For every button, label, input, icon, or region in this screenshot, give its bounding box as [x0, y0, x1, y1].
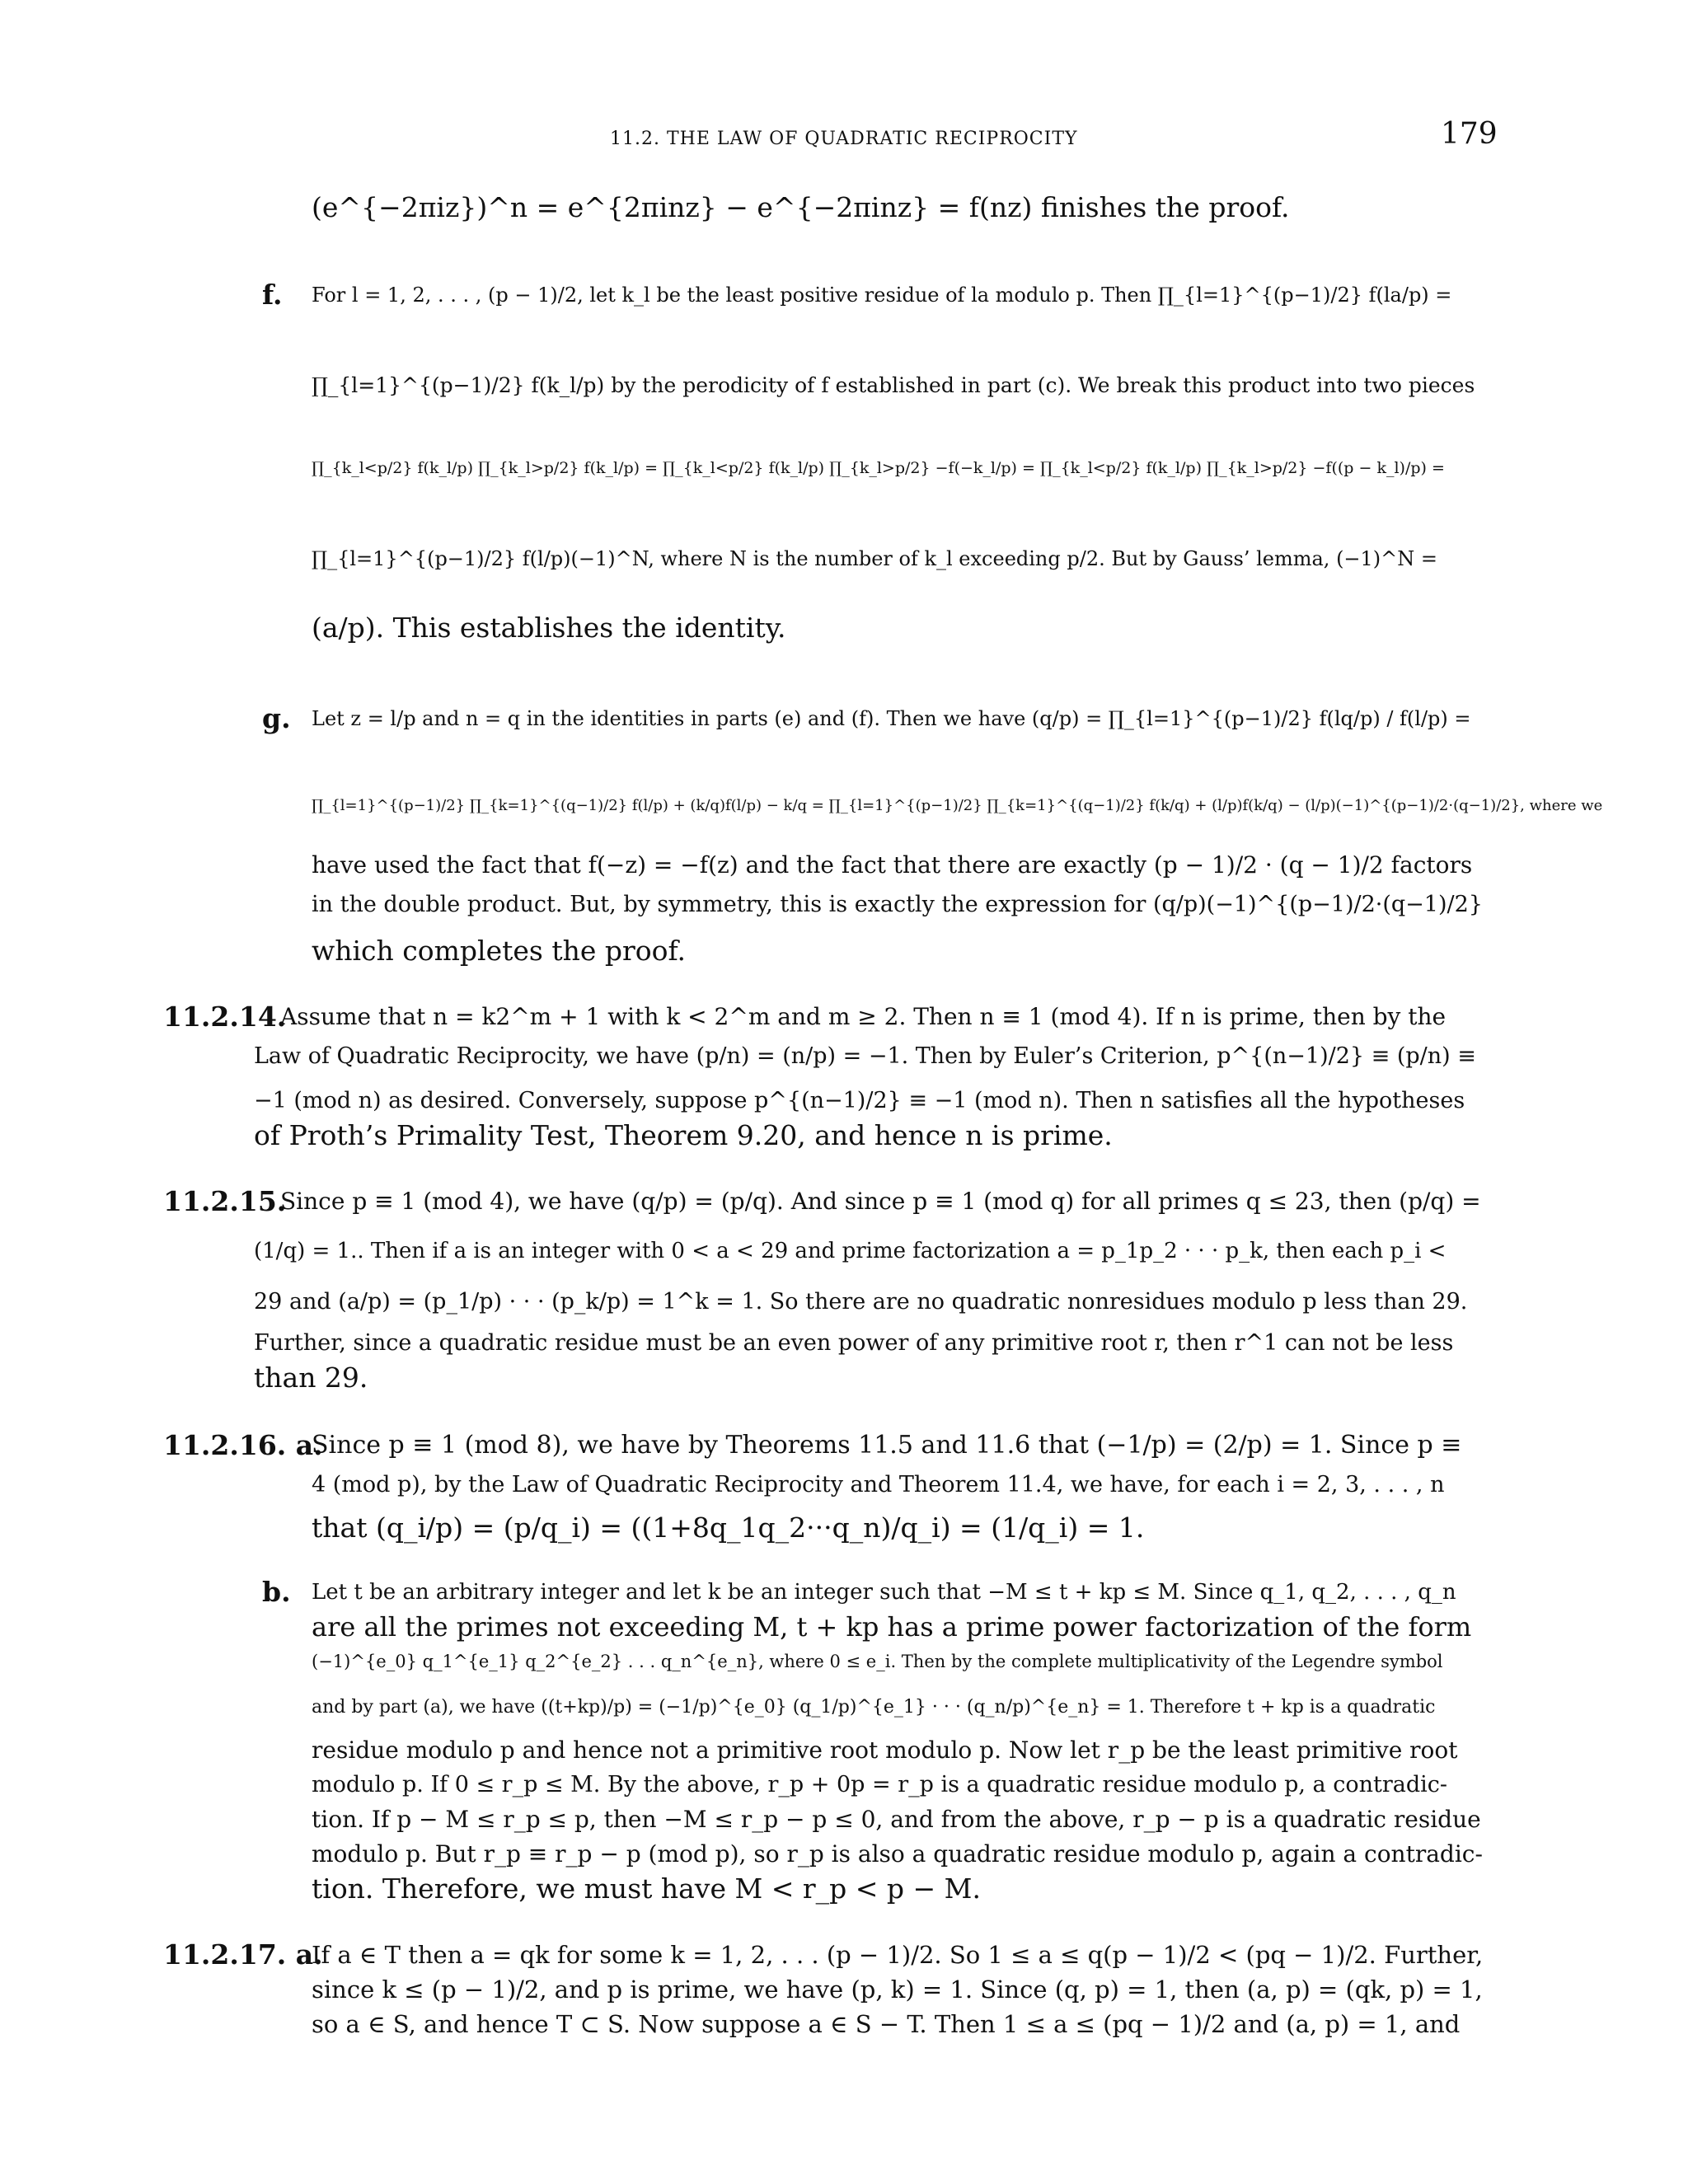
line-text: Assume that n = k2^m + 1 with k < 2^m and m ≥ 2. Then n ≡ 1 (mod 4). If n is prime, then by the — [280, 1003, 1447, 1030]
line-text: Since p ≡ 1 (mod 8), we have by Theorems 11.5 and 11.6 that (−1/p) = (2/p) = 1. Since p ≡ — [312, 1431, 1462, 1460]
line-text: (e^{−2πiz})^n = e^{2πinz} − e^{−2πinz} = f(nz) finishes the proof. — [312, 191, 1290, 223]
line-text: Let t be an arbitrary integer and let k be an integer such that −M ≤ t + kp ≤ M. Since q_1, q_2, . . . , q_n — [312, 1580, 1456, 1605]
text-line — [312, 1691, 1484, 1724]
text-line — [312, 1645, 1484, 1678]
line-text: (a/p). This establishes the identity. — [312, 612, 786, 644]
line-text: tion. If p − M ≤ r_p ≤ p, then −M ≤ r_p − p ≤ 0, and from the above, r_p − p is a quadratic residue — [312, 1806, 1481, 1833]
exercise-label-text: 11.2.17. a. — [163, 1938, 323, 1971]
line-text: since k ≤ (p − 1)/2, and p is prime, we have (p, k) = 1. Since (q, p) = 1, then (a, p) = (qk, p) = 1, — [312, 1975, 1483, 2004]
exercise-label — [163, 1938, 323, 1971]
text-line — [312, 702, 1484, 735]
part-label-text: g. — [262, 702, 291, 734]
line-text: of Proth’s Primality Test, Theorem 9.20, and hence n is prime. — [254, 1119, 1113, 1151]
line-text: (1/q) = 1.. Then if a is an integer with 0 < a < 29 and prime factorization a = p_1p_2 · · · p_k, then each p_i < — [254, 1239, 1447, 1263]
part-label-text: f. — [262, 279, 283, 311]
text-line — [312, 1511, 1484, 1544]
line-text: 29 and (a/p) = (p_1/p) · · · (p_k/p) = 1^k = 1. So there are no quadratic nonresidues modulo p less than 29. — [254, 1289, 1468, 1315]
text-line — [312, 1803, 1484, 1836]
text-line — [312, 1610, 1484, 1643]
line-text: that (q_i/p) = (p/q_i) = ((1+8q_1q_2···q_n)/q_i) = (1/q_i) = 1. — [312, 1511, 1145, 1544]
text-line — [312, 2008, 1484, 2041]
line-text: ∏_{l=1}^{(p−1)/2} ∏_{k=1}^{(q−1)/2} f(l/p) + (k/q)f(l/p) − k/q = ∏_{l=1}^{(p−1)/2} ∏_{k=1}^{(q−1)/2} f(k/q) + (l/p)f(k/q) − (l/p)(−1)^{(p−1)/2·(q−1)/2}, where we — [312, 797, 1603, 814]
line-text: which completes the proof. — [312, 935, 687, 967]
line-text: −1 (mod n) as desired. Conversely, suppose p^{(n−1)/2} ≡ −1 (mod n). Then n satisfies all the hypotheses — [254, 1088, 1465, 1113]
text-line — [312, 1938, 1484, 1971]
line-text: than 29. — [254, 1361, 368, 1394]
text-line — [254, 1235, 1484, 1268]
text-line — [312, 935, 1484, 968]
part-label — [262, 702, 291, 735]
text-line — [254, 1361, 1484, 1394]
text-line — [312, 1872, 1484, 1905]
text-line — [254, 1040, 1484, 1073]
exercise-label-text: 11.2.16. a. — [163, 1429, 323, 1461]
text-line — [312, 279, 1484, 312]
exercise-label-text: 11.2.14. — [163, 1001, 287, 1033]
line-text: modulo p. If 0 ≤ r_p ≤ M. By the above, r_p + 0p = r_p is a quadratic residue modulo p, a contradic- — [312, 1772, 1447, 1797]
line-text: Since p ≡ 1 (mod 4), we have (q/p) = (p/q). And since p ≡ 1 (mod q) for all primes q ≤ 23, then (p/q) = — [280, 1188, 1481, 1215]
line-text: ∏_{k_l<p/2} f(k_l/p) ∏_{k_l>p/2} f(k_l/p) = ∏_{k_l<p/2} f(k_l/p) ∏_{k_l>p/2} −f(−k_l/p) = ∏_{k_l<p/2} f(k_l/p) ∏_{k_l>p/2} −f((p − k_l)/p) = — [312, 459, 1445, 477]
line-text: modulo p. But r_p ≡ r_p − p (mod p), so r_p is also a quadratic residue modulo p, again a contradic- — [312, 1840, 1483, 1868]
line-text: ∏_{l=1}^{(p−1)/2} f(k_l/p) by the perodicity of f established in part (c). We break this product into two pieces — [312, 373, 1475, 397]
line-text: ∏_{l=1}^{(p−1)/2} f(l/p)(−1)^N, where N is the number of k_l exceeding p/2. But by Gauss’ lemma, (−1)^N = — [312, 547, 1438, 570]
text-line — [254, 1119, 1484, 1152]
text-line — [312, 888, 1484, 921]
line-text: residue modulo p and hence not a primitive root modulo p. Now let r_p be the least primitive root — [312, 1736, 1458, 1764]
text-line — [280, 1001, 1484, 1033]
line-text: and by part (a), we have ((t+kp)/p) = (−1/p)^{e_0} (q_1/p)^{e_1} · · · (q_n/p)^{e_n} = 1. Therefore t + kp is a quadratic — [312, 1697, 1436, 1718]
page-number: 179 — [1441, 117, 1498, 151]
text-line — [312, 1769, 1484, 1802]
running-head: 11.2. THE LAW OF QUADRATIC RECIPROCITY — [610, 129, 1078, 149]
text-line — [280, 1185, 1484, 1218]
text-line — [312, 1469, 1484, 1502]
text-line — [312, 452, 1484, 485]
text-line — [312, 191, 1484, 224]
text-line — [254, 1286, 1484, 1319]
line-text: tion. Therefore, we must have M < r_p < p − M. — [312, 1872, 981, 1905]
text-line — [312, 1576, 1484, 1609]
part-label — [262, 279, 283, 312]
line-text: Further, since a quadratic residue must be an even power of any primitive root r, then r^1 can not be less — [254, 1330, 1454, 1356]
line-text: For l = 1, 2, . . . , (p − 1)/2, let k_l be the least positive residue of la modulo p. Then ∏_{l=1}^{(p−1)/2} f(la/p) = — [312, 284, 1452, 307]
text-line — [312, 1838, 1484, 1871]
text-line — [312, 849, 1484, 882]
text-line — [312, 790, 1603, 823]
line-text: are all the primes not exceeding M, t + kp has a prime power factorization of the form — [312, 1611, 1472, 1643]
line-text: Let z = l/p and n = q in the identities in parts (e) and (f). Then we have (q/p) = ∏_{l=1}^{(p−1)/2} f(lq/p) / f(l/p) = — [312, 707, 1471, 730]
line-text: 4 (mod p), by the Law of Quadratic Reciprocity and Theorem 11.4, we have, for each i = 2, 3, . . . , n — [312, 1472, 1445, 1497]
exercise-label — [163, 1185, 286, 1218]
part-label-text: b. — [262, 1576, 291, 1608]
text-line — [312, 369, 1484, 402]
exercise-label-text: 11.2.15. — [163, 1185, 287, 1217]
text-line — [312, 612, 1484, 644]
line-text: If a ∈ T then a = qk for some k = 1, 2, . . . (p − 1)/2. So 1 ≤ a ≤ q(p − 1)/2 < (pq − 1)/2. Further, — [312, 1941, 1484, 1969]
text-line — [312, 1734, 1484, 1767]
line-text: have used the fact that f(−z) = −f(z) and the fact that there are exactly (p − 1)/2 · (q − 1)/2 factors — [312, 851, 1473, 879]
line-text: Law of Quadratic Reciprocity, we have (p/n) = (n/p) = −1. Then by Euler’s Criterion, p^{(n−1)/2} ≡ (p/n) ≡ — [254, 1043, 1476, 1069]
text-line — [312, 542, 1484, 575]
line-text: in the double product. But, by symmetry, this is exactly the expression for (q/p)(−1)^{(p−1)/2·(q−1)/2} — [312, 892, 1483, 917]
text-line — [254, 1327, 1484, 1360]
line-text: (−1)^{e_0} q_1^{e_1} q_2^{e_2} . . . q_n^{e_n}, where 0 ≤ e_i. Then by the complete multiplicativity of the Legendre symbol — [312, 1652, 1443, 1671]
text-line — [254, 1085, 1484, 1118]
line-text: so a ∈ S, and hence T ⊂ S. Now suppose a ∈ S − T. Then 1 ≤ a ≤ (pq − 1)/2 and (a, p) = 1, and — [312, 2010, 1461, 2038]
exercise-label — [163, 1429, 323, 1462]
text-line — [312, 1429, 1484, 1462]
exercise-label — [163, 1001, 286, 1033]
part-label — [262, 1576, 291, 1609]
text-line — [312, 1973, 1484, 2006]
